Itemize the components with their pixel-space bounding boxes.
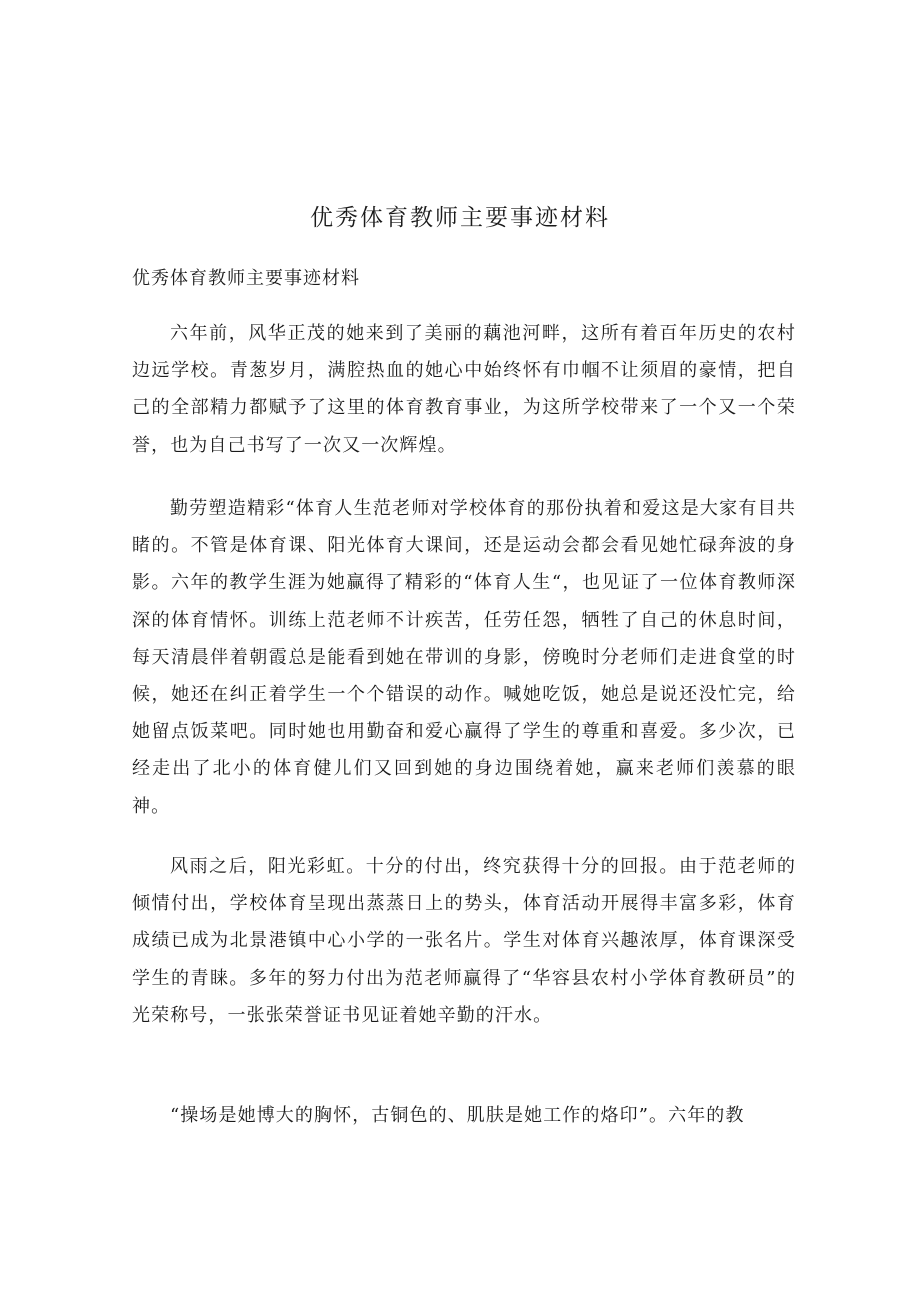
paragraph-4: “操场是她博大的胸怀，古铜色的、肌肤是她工作的烙印”。六年的教 (170, 1105, 745, 1126)
paragraph-1: 六年前，风华正茂的她来到了美丽的藕池河畔，这所有着百年历史的农村边远学校。青葱岁月，满腔热血的她心中始终怀有巾帼不让须眉的豪情，把自己的全部精力都赋予了这里的体育教育事业，为这所学校带来了一个又一个荣誉，也为自己书写了一次又一次辉煌。 (132, 323, 796, 456)
paragraph-3: 风雨之后，阳光彩虹。十分的付出，终究获得十分的回报。由于范老师的倾情付出，学校体育呈现出蒸蒸日上的势头，体育活动开展得丰富多彩，体育成绩已成为北景港镇中心小学的一张名片。学生对体育兴趣浓厚，体育课深受学生的青睐。多年的努力付出为范老师赢得了“华容县农村小学体育教研员”的光荣称号，一张张荣誉证书见证着她辛勤的汗水。 (132, 856, 796, 1026)
paragraph-2: 勤劳塑造精彩“体育人生范老师对学校体育的那份执着和爱这是大家有目共睹的。不管是体育课、阳光体育大课间，还是运动会都会看见她忙碌奔波的身影。六年的教学生涯为她赢得了精彩的“体育人生“，也见证了一位体育教师深深的体育情怀。训练上范老师不计疾苦，任劳任怨，牺牲了自己的休息时间，每天清晨伴着朝霞总是能看到她在带训的身影，傍晚时分老师们走进食堂的时候，她还在纠正着学生一个个错误的动作。喊她吃饭，她总是说还没忙完，给她留点饭菜吧。同时她也用勤奋和爱心赢得了学生的尊重和喜爱。多少次，已经走出了北小的体育健儿们又回到她的身边围绕着她，赢来老师们羡慕的眼神。 (132, 498, 796, 817)
document-subtitle: 优秀体育教师主要事迹材料 (132, 268, 360, 289)
document-title: 优秀体育教师主要事迹材料 (310, 205, 610, 231)
